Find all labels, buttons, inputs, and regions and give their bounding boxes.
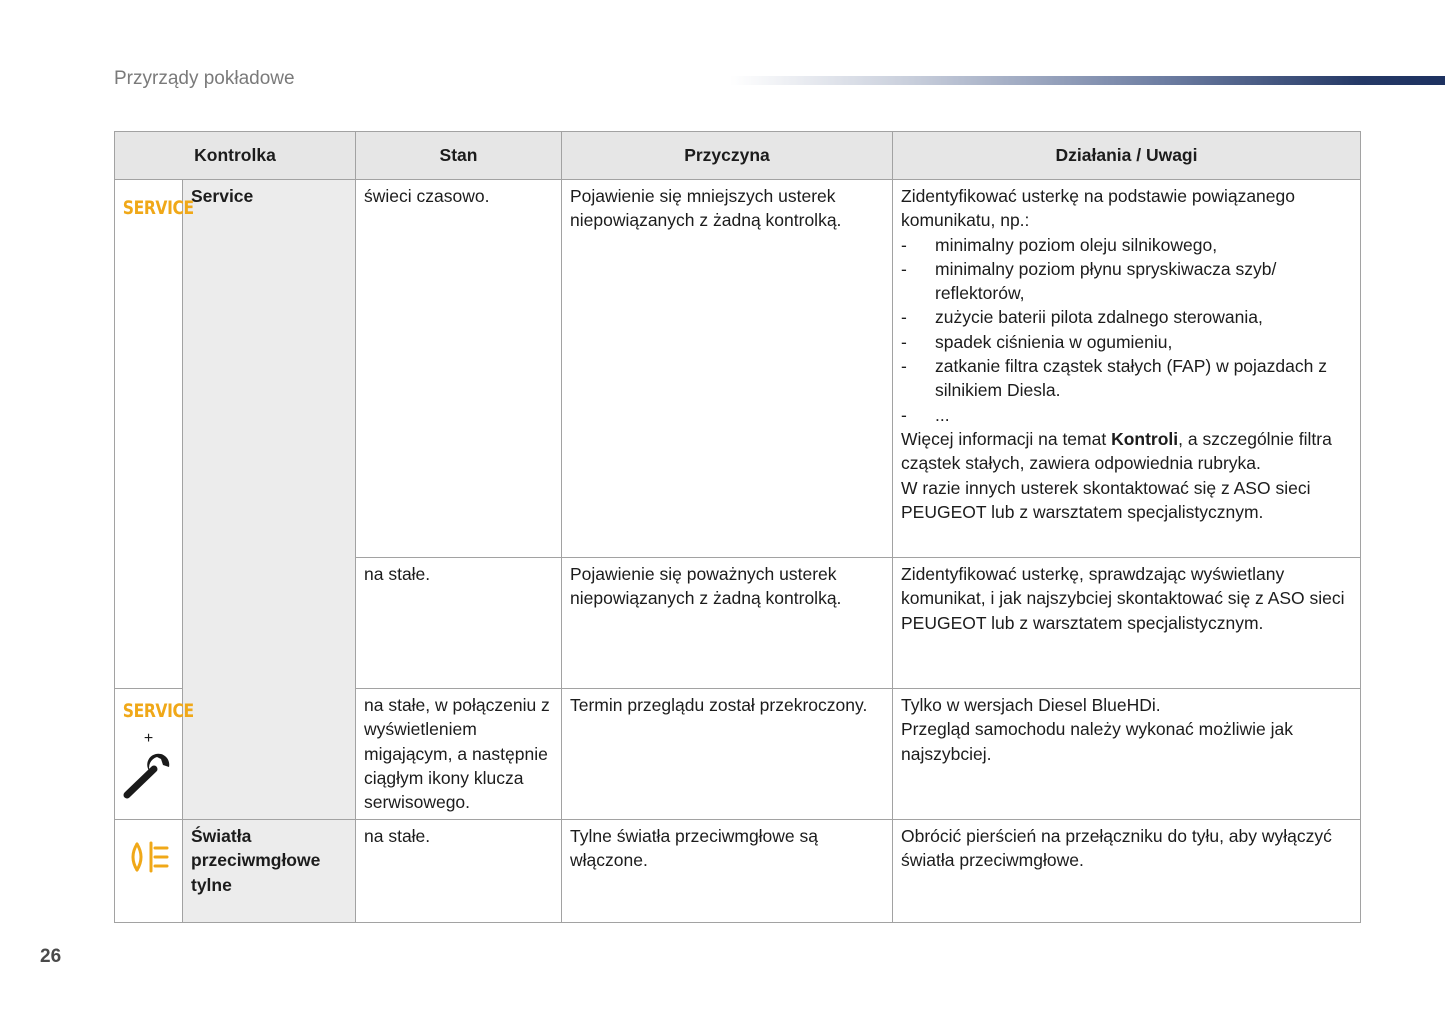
plus-sign: + (143, 730, 154, 748)
fog-icon-cell (115, 820, 183, 923)
table-row (115, 820, 1361, 923)
dzialania-cell (893, 180, 1361, 558)
indicator-table (114, 131, 1361, 923)
dzialania-content (893, 689, 1360, 766)
stan-text: na stałe. (364, 564, 431, 584)
contact-text: W razie innych usterek skontaktować się z ASO sieci PEUGEOT lub z warsztatem specjalistycznym. (901, 477, 1311, 522)
dzialania-line: Przegląd samochodu należy wykonać możliwie jak najszybciej. (901, 719, 1293, 764)
dzialania-cell (893, 558, 1361, 689)
przyczyna-text: Pojawienie się poważnych usterek niepowiązanych z żadną kontrolką. (570, 564, 842, 609)
header-dzialania: Działania / Uwagi (893, 132, 1361, 180)
list-item: - spadek ciśnienia w ogumieniu, (901, 330, 1352, 354)
header-kontrolka: Kontrolka (115, 132, 356, 180)
rear-fog-light-icon (127, 840, 171, 874)
przyczyna-cell (562, 558, 893, 689)
dzialania-line: Tylko w wersjach Diesel BlueHDi. (901, 695, 1161, 715)
stan-cell (356, 180, 562, 558)
stan-cell (356, 558, 562, 689)
przyczyna-cell (562, 180, 893, 558)
wrench-icon (123, 753, 175, 801)
stan-text: na stałe. (364, 826, 431, 846)
list-item: - zatkanie filtra cząstek stałych (FAP) w pojazdach z silnikiem Diesla. (901, 354, 1352, 403)
dzialania-cell (893, 820, 1361, 923)
service-wrench-icon-cell (115, 689, 194, 820)
dzialania-text: Zidentyfikować usterkę, sprawdzając wyświetlany komunikat, i jak najszybciej skontaktować się z ASO sieci PEUGEOT lub z warsztatem specjalistycznym. (901, 564, 1345, 633)
stan-text: świeci czasowo. (364, 186, 490, 206)
przyczyna-cell (562, 820, 893, 923)
table-row (115, 180, 1361, 558)
przyczyna-text: Termin przeglądu został przekroczony. (570, 695, 868, 715)
dzialania-cell (893, 689, 1361, 820)
stan-cell (356, 689, 562, 820)
service-warning-icon: SERVICE (122, 197, 194, 219)
more-info-bold: Kontroli (1111, 428, 1179, 449)
fault-list (901, 233, 1352, 427)
przyczyna-text: Pojawienie się mniejszych usterek niepowiązanych z żadną kontrolką. (570, 186, 842, 231)
list-item: - ... (901, 403, 1352, 427)
przyczyna-cell (562, 689, 893, 820)
page-number: 26 (40, 946, 62, 967)
more-info-prefix: Więcej informacji na temat (901, 428, 1112, 449)
indicator-name-service: Service (191, 186, 254, 206)
section-title: Przyrządy pokładowe (114, 68, 295, 89)
list-item: - zużycie baterii pilota zdalnego sterowania, (901, 305, 1352, 329)
fog-name-cell (183, 820, 356, 923)
list-item: - minimalny poziom oleju silnikowego, (901, 233, 1352, 257)
stan-text: na stałe, w połączeniu z wyświetleniem migającym, a następnie ciągłym ikony klucza serwisowego. (364, 695, 550, 813)
table-header-row (115, 132, 1361, 180)
more-info-suffix: , a szczególnie filtra cząstek stałych, zawiera odpowiednia rubryka. (901, 428, 1332, 474)
dzialania-content (893, 180, 1360, 524)
service-icon-cell (115, 180, 194, 689)
dzialania-intro: Zidentyfikować usterkę na podstawie powiązanego komunikatu, np.: (901, 186, 1295, 231)
service-warning-icon: SERVICE (122, 700, 194, 722)
service-name-cell (183, 180, 356, 820)
more-info-text (901, 427, 1352, 476)
header-przyczyna: Przyczyna (562, 132, 893, 180)
przyczyna-text: Tylne światła przeciwmgłowe są włączone. (570, 826, 819, 871)
dzialania-text: Obrócić pierścień na przełączniku do tyłu, aby wyłączyć światła przeciwmgłowe. (901, 826, 1332, 871)
indicator-name-fog: Światła przeciwmgłowe tylne (191, 826, 321, 895)
header-stan: Stan (356, 132, 562, 180)
list-item: - minimalny poziom płynu spryskiwacza szyb/ reflektorów, (901, 257, 1352, 306)
stan-cell (356, 820, 562, 923)
header-gradient-bar (730, 76, 1445, 85)
